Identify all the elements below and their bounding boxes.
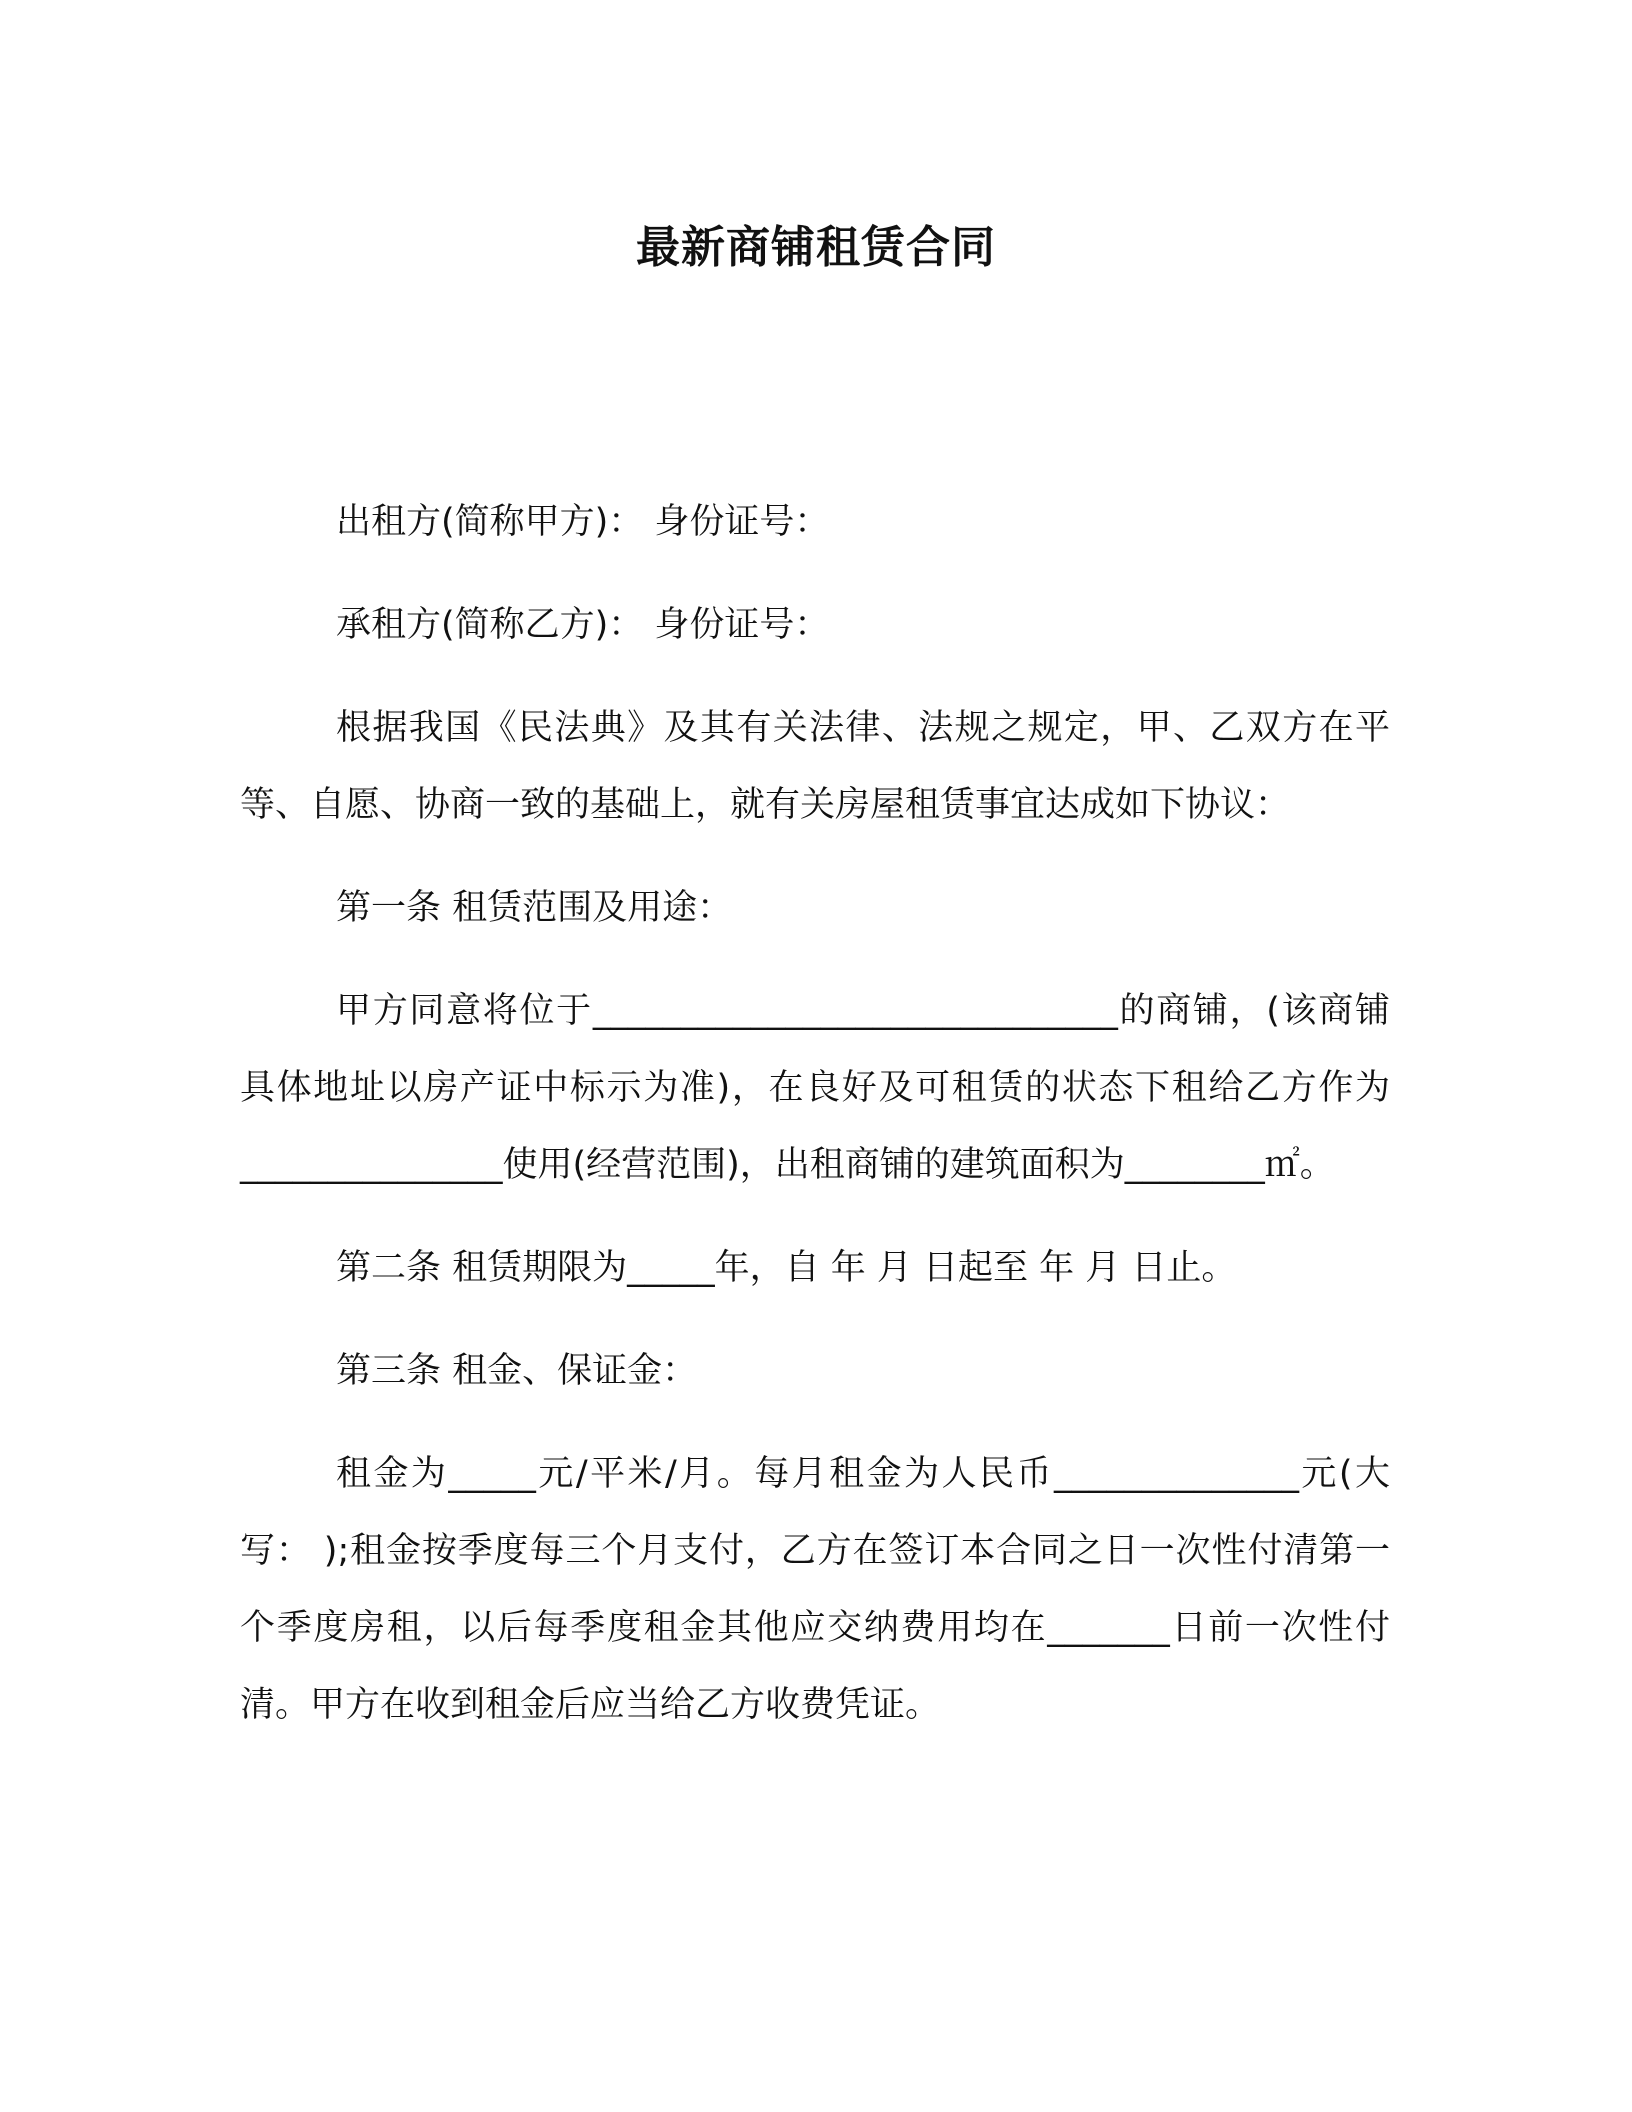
article-1-paragraph: 甲方同意将位于______________________________的商铺，(该商铺具体地址以房产证中标示为准)，在良好及可租赁的状态下租给乙方作为_______________使用(经营范围)，出租商铺的建筑面积为________㎡。 (240, 991, 1390, 1185)
document-title: 最新商铺租赁合同 (636, 222, 996, 273)
article-3-paragraph: 租金为_____元/平米/月。每月租金为人民币______________元(大写： );租金按季度每三个月支付，乙方在签订本合同之日一次性付清第一个季度房租，以后每季度租金其他应交纳费用均在_______日前一次性付清。甲方在收到租金后应当给乙方收费凭证。 (240, 1454, 1390, 1725)
article-3-heading: 第三条 租金、保证金： (336, 1351, 698, 1391)
article-2-paragraph: 第二条 租赁期限为_____年，自 年 月 日起至 年 月 日止。 (336, 1248, 1237, 1288)
document-body (240, 484, 1390, 1770)
lessee-line: 承租方(简称乙方)： 身份证号： (336, 605, 830, 645)
preamble-paragraph: 根据我国《民法典》及其有关法律、法规之规定，甲、乙双方在平等、自愿、协商一致的基础上，就有关房屋租赁事宜达成如下协议： (240, 708, 1390, 825)
article-1-heading: 第一条 租赁范围及用途： (336, 888, 733, 928)
lessor-line: 出租方(简称甲方)： 身份证号： (336, 502, 830, 542)
